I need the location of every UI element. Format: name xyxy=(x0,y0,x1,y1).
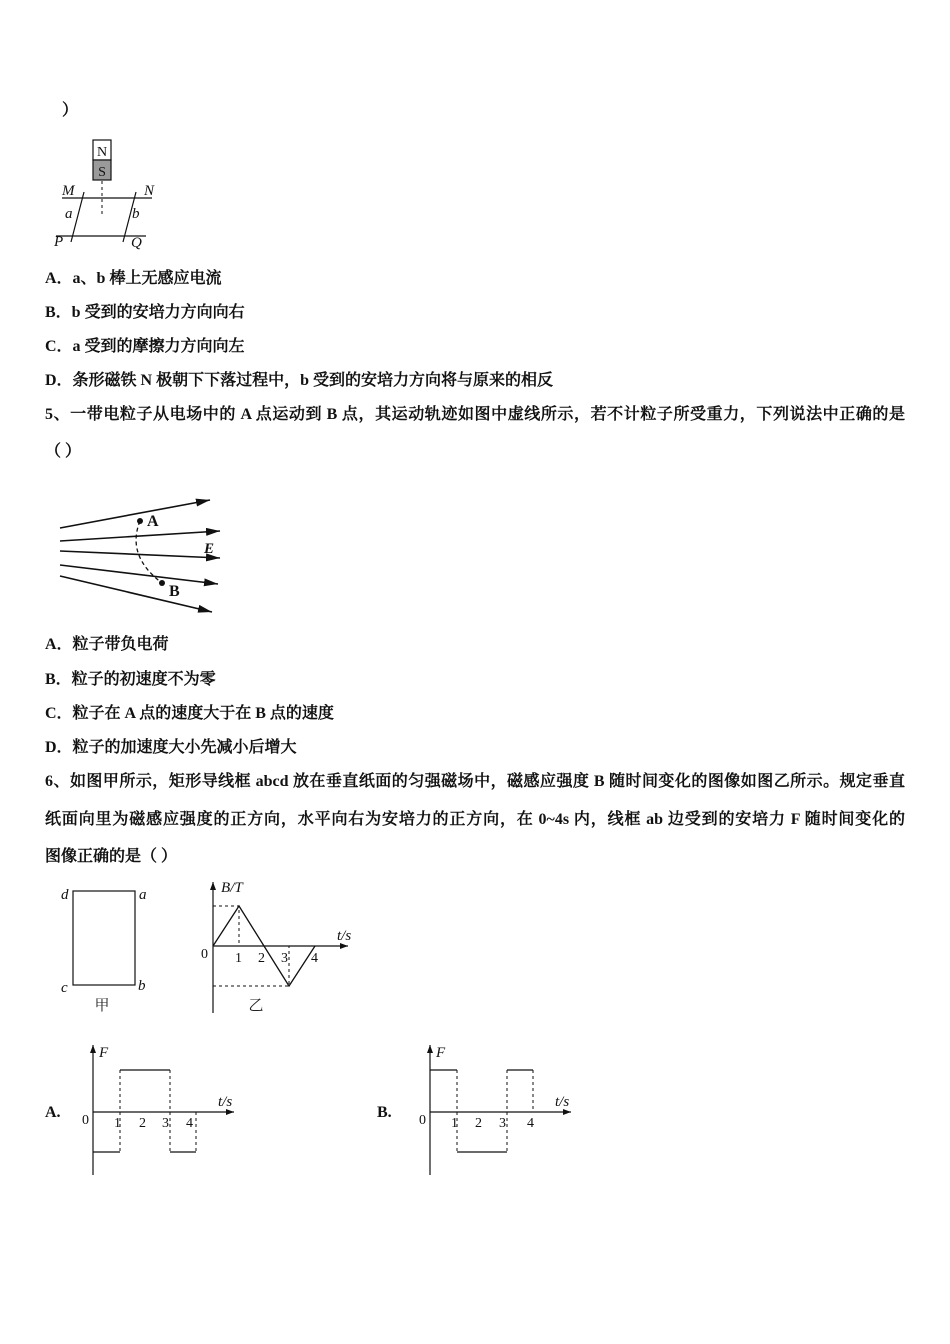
q4-option-c: C．a 受到的摩擦力方向向左 xyxy=(45,338,245,355)
option-a-f-curve xyxy=(93,1070,196,1152)
yi-dashed-trough-guide xyxy=(213,946,289,986)
q6-option-b-graph xyxy=(377,1045,571,1175)
option-a-dashed-guides xyxy=(120,1070,196,1152)
yi-tick-1: 1 xyxy=(235,951,242,966)
option-b-x-axis-label: t/s xyxy=(555,1094,570,1110)
q4-magnet-rails-figure xyxy=(53,140,155,251)
corner-label-b: b xyxy=(138,978,146,994)
option-a-y-axis-label: F xyxy=(99,1045,109,1061)
option-b-dashed-guides xyxy=(457,1070,533,1152)
q6-figure-yi xyxy=(201,880,351,1014)
field-label-e: E xyxy=(204,541,215,557)
yi-y-axis-label: B/T xyxy=(221,880,243,896)
option-b-tick-4: 4 xyxy=(527,1116,534,1131)
q5-option-b: B．粒子的初速度不为零 xyxy=(45,671,216,688)
option-b-tick-2: 2 xyxy=(475,1116,482,1131)
point-b-label: B xyxy=(169,583,180,600)
option-b-f-curve xyxy=(430,1070,533,1152)
corner-label-a: a xyxy=(139,887,147,903)
field-line-2 xyxy=(60,531,220,541)
field-line-1 xyxy=(60,500,210,528)
corner-label-c: c xyxy=(61,980,68,996)
q5-option-d: D．粒子的加速度大小先减小后增大 xyxy=(45,739,297,756)
option-a-graph-label: A. xyxy=(45,1104,61,1121)
yi-tick-4: 4 xyxy=(311,951,318,966)
q5-option-a: A．粒子带负电荷 xyxy=(45,636,169,653)
rod-label-b: b xyxy=(132,206,140,222)
option-a-tick-1: 1 xyxy=(114,1116,121,1131)
rail-label-n: N xyxy=(144,183,155,199)
yi-origin-label: 0 xyxy=(201,947,208,962)
magnet-north-label: N xyxy=(96,145,108,160)
q6-stem-line-2: 纸面向里为磁感应强度的正方向，水平向右为安培力的正方向，在 0~4s 内，线框 ab 边受到的安培力 F 随时间变化的 xyxy=(45,811,905,828)
q6-stem-line-3: 图像正确的是（ ） xyxy=(45,848,178,865)
q4-option-b: B．b 受到的安培力方向向右 xyxy=(45,304,245,321)
field-line-5 xyxy=(60,576,212,612)
option-a-x-axis-label: t/s xyxy=(218,1094,233,1110)
option-b-tick-1: 1 xyxy=(451,1116,458,1131)
option-a-tick-4: 4 xyxy=(186,1116,193,1131)
rod-a xyxy=(71,192,84,242)
q6-stem-line-1: 6、如图甲所示，矩形导线框 abcd 放在垂直纸面的匀强磁场中，磁感应强度 B 随时间变化的图像如图乙所示。规定垂直 xyxy=(45,773,905,790)
point-a-label: A xyxy=(147,513,159,530)
corner-label-d: d xyxy=(61,887,69,903)
figure-yi-caption: 乙 xyxy=(248,998,264,1014)
option-a-tick-2: 2 xyxy=(139,1116,146,1131)
rail-label-m: M xyxy=(62,183,75,199)
q4-option-d: D．条形磁铁 N 极朝下下落过程中，b 受到的安培力方向将与原来的相反 xyxy=(45,372,554,389)
q6-figure-jia xyxy=(61,887,147,1014)
yi-x-axis-label: t/s xyxy=(337,928,352,944)
option-a-origin-label: 0 xyxy=(82,1113,89,1128)
q5-stem: 5、一带电粒子从电场中的 A 点运动到 B 点，其运动轨迹如图中虚线所示，若不计粒子所受重力，下列说法中正确的是 xyxy=(45,406,905,423)
point-b-dot xyxy=(159,580,165,586)
q5-option-c: C．粒子在 A 点的速度大于在 B 点的速度 xyxy=(45,705,334,722)
point-a-dot xyxy=(137,518,143,524)
q6-option-a-graph xyxy=(45,1045,234,1175)
rail-label-p: P xyxy=(54,234,64,250)
option-b-graph-label: B. xyxy=(377,1104,392,1121)
option-b-tick-3: 3 xyxy=(499,1116,506,1131)
q4-closing-bracket: ） xyxy=(62,102,79,119)
figure-jia-caption: 甲 xyxy=(94,998,110,1014)
rail-label-q: Q xyxy=(131,235,142,251)
q5-field-figure xyxy=(60,500,220,612)
rod-label-a: a xyxy=(65,206,73,222)
option-b-origin-label: 0 xyxy=(419,1113,426,1128)
yi-tick-2: 2 xyxy=(258,951,265,966)
yi-tick-3: 3 xyxy=(281,951,288,966)
option-b-y-axis-label: F xyxy=(436,1045,446,1061)
q4-option-a: A．a、b 棒上无感应电流 xyxy=(45,270,222,287)
particle-trajectory xyxy=(136,521,162,583)
magnet-south-label: S xyxy=(98,165,106,180)
option-a-tick-3: 3 xyxy=(162,1116,169,1131)
q5-answer-bracket: （ ） xyxy=(45,443,82,460)
loop-abcd xyxy=(73,891,135,985)
